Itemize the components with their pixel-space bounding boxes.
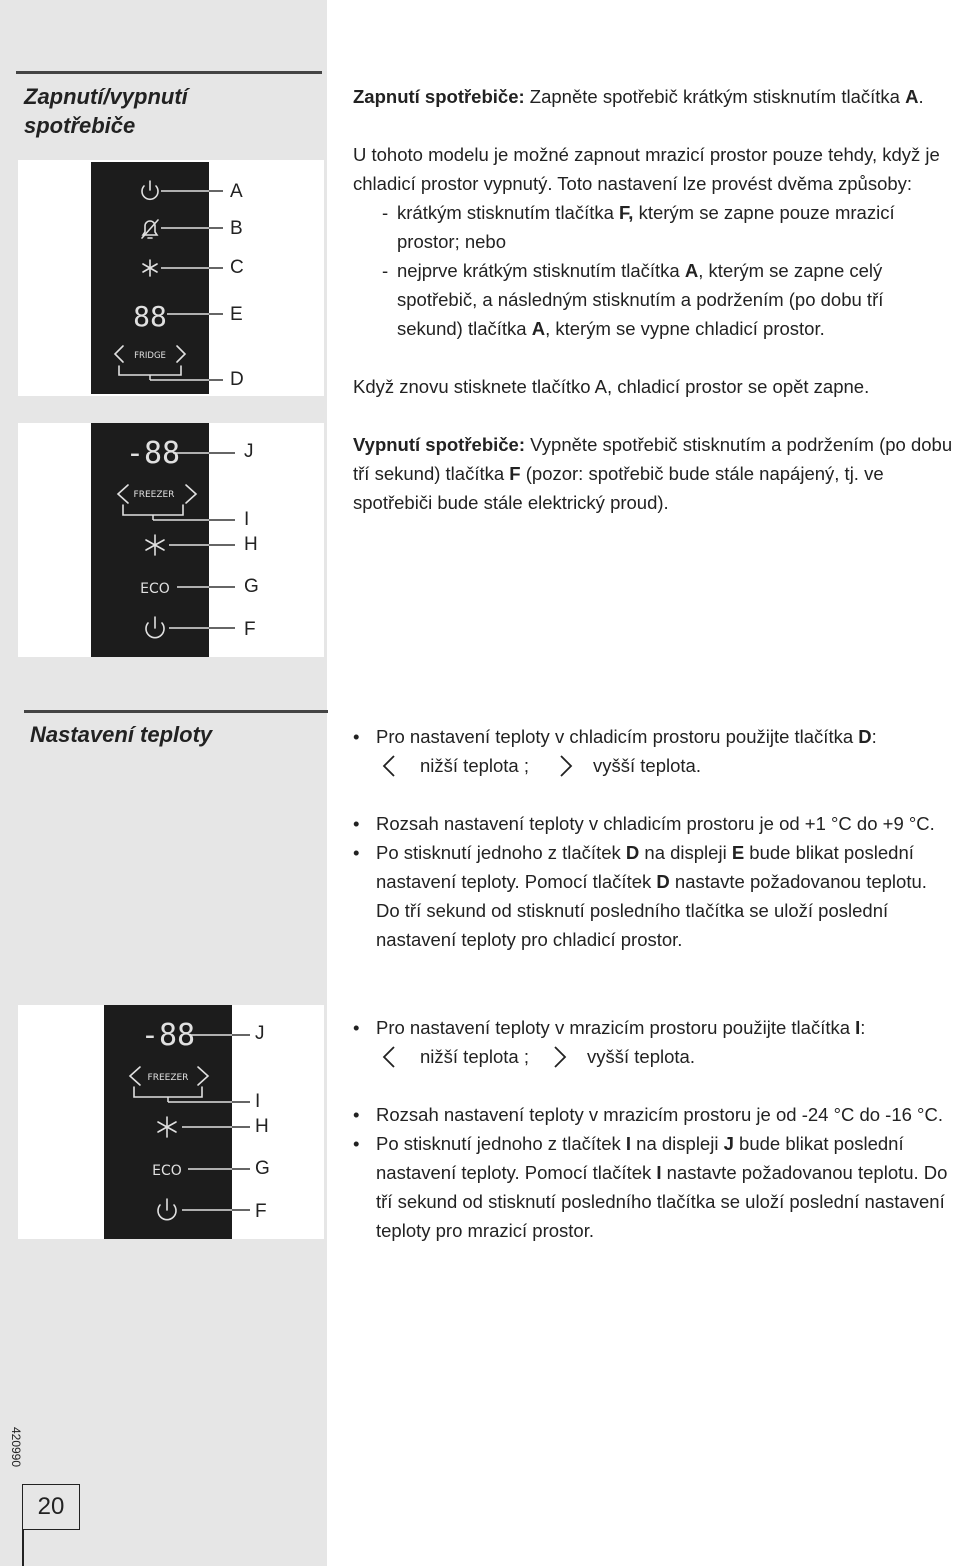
freezer-label-h: H [244, 534, 258, 555]
freezer-label: FREEZER [147, 1073, 189, 1083]
list-item: - krátkým stisknutím tlačítka F, kterým se zapne pouze mrazicí prostor; nebo [382, 202, 895, 252]
eco-icon: ECO [152, 1163, 182, 1179]
temperature-freezer-text [353, 1013, 953, 1245]
fridge-label: FRIDGE [134, 351, 166, 361]
section-title-temperature: Nastavení teploty [30, 722, 213, 747]
temperature-fridge-text [353, 722, 953, 954]
section-rule-temperature [24, 710, 328, 713]
list-item: • Po stisknutí jednoho z tlačítek D na displeji E bude blikat poslední nastavení teploty. Pomocí tlačítek D nastavte požadovanou teplotu. Do tří sekund od stisknutí posledního tlačítka se uloží poslední nastavení teploty pro chladicí prostor. [353, 842, 927, 950]
list-item: • Pro nastavení teploty v mrazicím prostoru použijte tlačítka I: nižší teplota ; vyšší teplota. [353, 1013, 953, 1071]
fridge-temp-list [353, 722, 953, 954]
fridge-leader-lines [91, 162, 231, 394]
chevron-left-icon [376, 753, 406, 779]
freezer-label-g: G [244, 576, 259, 597]
freezer-display: -88 [125, 436, 181, 471]
power-on-paragraph: Zapnutí spotřebiče: Zapněte spotřebič krátkým stisknutím tlačítka A. [353, 86, 924, 107]
section-title-line2: spotřebiče [24, 113, 136, 138]
freezer-label: FREEZER [133, 490, 175, 500]
list-item: • Rozsah nastavení teploty v mrazicím prostoru je od -24 °C do -16 °C. [353, 1104, 943, 1125]
list-item: • Pro nastavení teploty v chladicím prostoru použijte tlačítka D: nižší teplota ; vyšší teplota. [353, 722, 953, 780]
freezer2-label-j: J [255, 1023, 265, 1044]
chevron-right-icon [549, 753, 579, 779]
freezer-label-f: F [244, 619, 256, 640]
freezer-leader-lines-2 [104, 1005, 254, 1239]
fridge-label-b: B [230, 218, 243, 239]
chevron-left-icon [376, 1044, 406, 1070]
fridge-display: 88 [133, 300, 167, 333]
freezer2-label-i: I [255, 1091, 261, 1112]
freezer-display: -88 [140, 1018, 196, 1053]
freezer-temp-list [353, 1013, 953, 1245]
fridge-label-e: E [230, 304, 243, 325]
section-title-power [24, 82, 188, 140]
chevron-right-icon [543, 1044, 573, 1070]
eco-icon: ECO [140, 581, 170, 597]
list-item: • Rozsah nastavení teploty v chladicím prostoru je od +1 °C do +9 °C. [353, 813, 935, 834]
freezer-leader-lines [91, 423, 241, 657]
fridge-label-a: A [230, 181, 243, 202]
freezer2-label-g: G [255, 1158, 270, 1179]
freezer2-label-h: H [255, 1116, 269, 1137]
freezer2-label-f: F [255, 1201, 267, 1222]
section-title-line1: Zapnutí/vypnutí [24, 84, 188, 109]
freezer-label-i: I [244, 509, 250, 530]
section-rule-power [16, 71, 322, 74]
document-number: 420990 [9, 1426, 23, 1468]
list-item: - nejprve krátkým stisknutím tlačítka A, kterým se zapne celý spotřebič, a následným stisknutím a podržením (po dobu tří sekund) tlačítka A, kterým se vypne chladicí prostor. [382, 260, 884, 339]
page-number: 20 [22, 1484, 80, 1530]
model-note-paragraph: U tohoto modelu je možné zapnout mrazicí prostor pouze tehdy, když je chladicí prostor vypnutý. Toto nastavení lze provést dvěma způsoby: [353, 144, 940, 194]
list-item: • Po stisknutí jednoho z tlačítek I na displeji J bude blikat poslední nastavení teploty. Pomocí tlačítek I nastavte požadovanou teplotu. Do tří sekund od stisknutí posledního tlačítka se uloží poslední nastavení teploty pro mrazicí prostor. [353, 1133, 948, 1241]
power-options-list [353, 198, 953, 343]
fridge-label-d: D [230, 369, 244, 390]
fridge-label-c: C [230, 257, 244, 278]
freezer-label-j: J [244, 441, 254, 462]
power-section-text [353, 82, 953, 517]
reenable-paragraph: Když znovu stisknete tlačítko A, chladicí prostor se opět zapne. [353, 376, 870, 397]
power-off-paragraph: Vypnutí spotřebiče: Vypněte spotřebič stisknutím a podržením (po dobu tří sekund) tlačítka F (pozor: spotřebič bude stále napájený, tj. ve spotřebiči bude stále elektrický proud). [353, 434, 953, 513]
fridge-chevron-legend: nižší teplota ; vyšší teplota. [376, 751, 953, 780]
freezer-chevron-legend: nižší teplota ; vyšší teplota. [376, 1042, 953, 1071]
